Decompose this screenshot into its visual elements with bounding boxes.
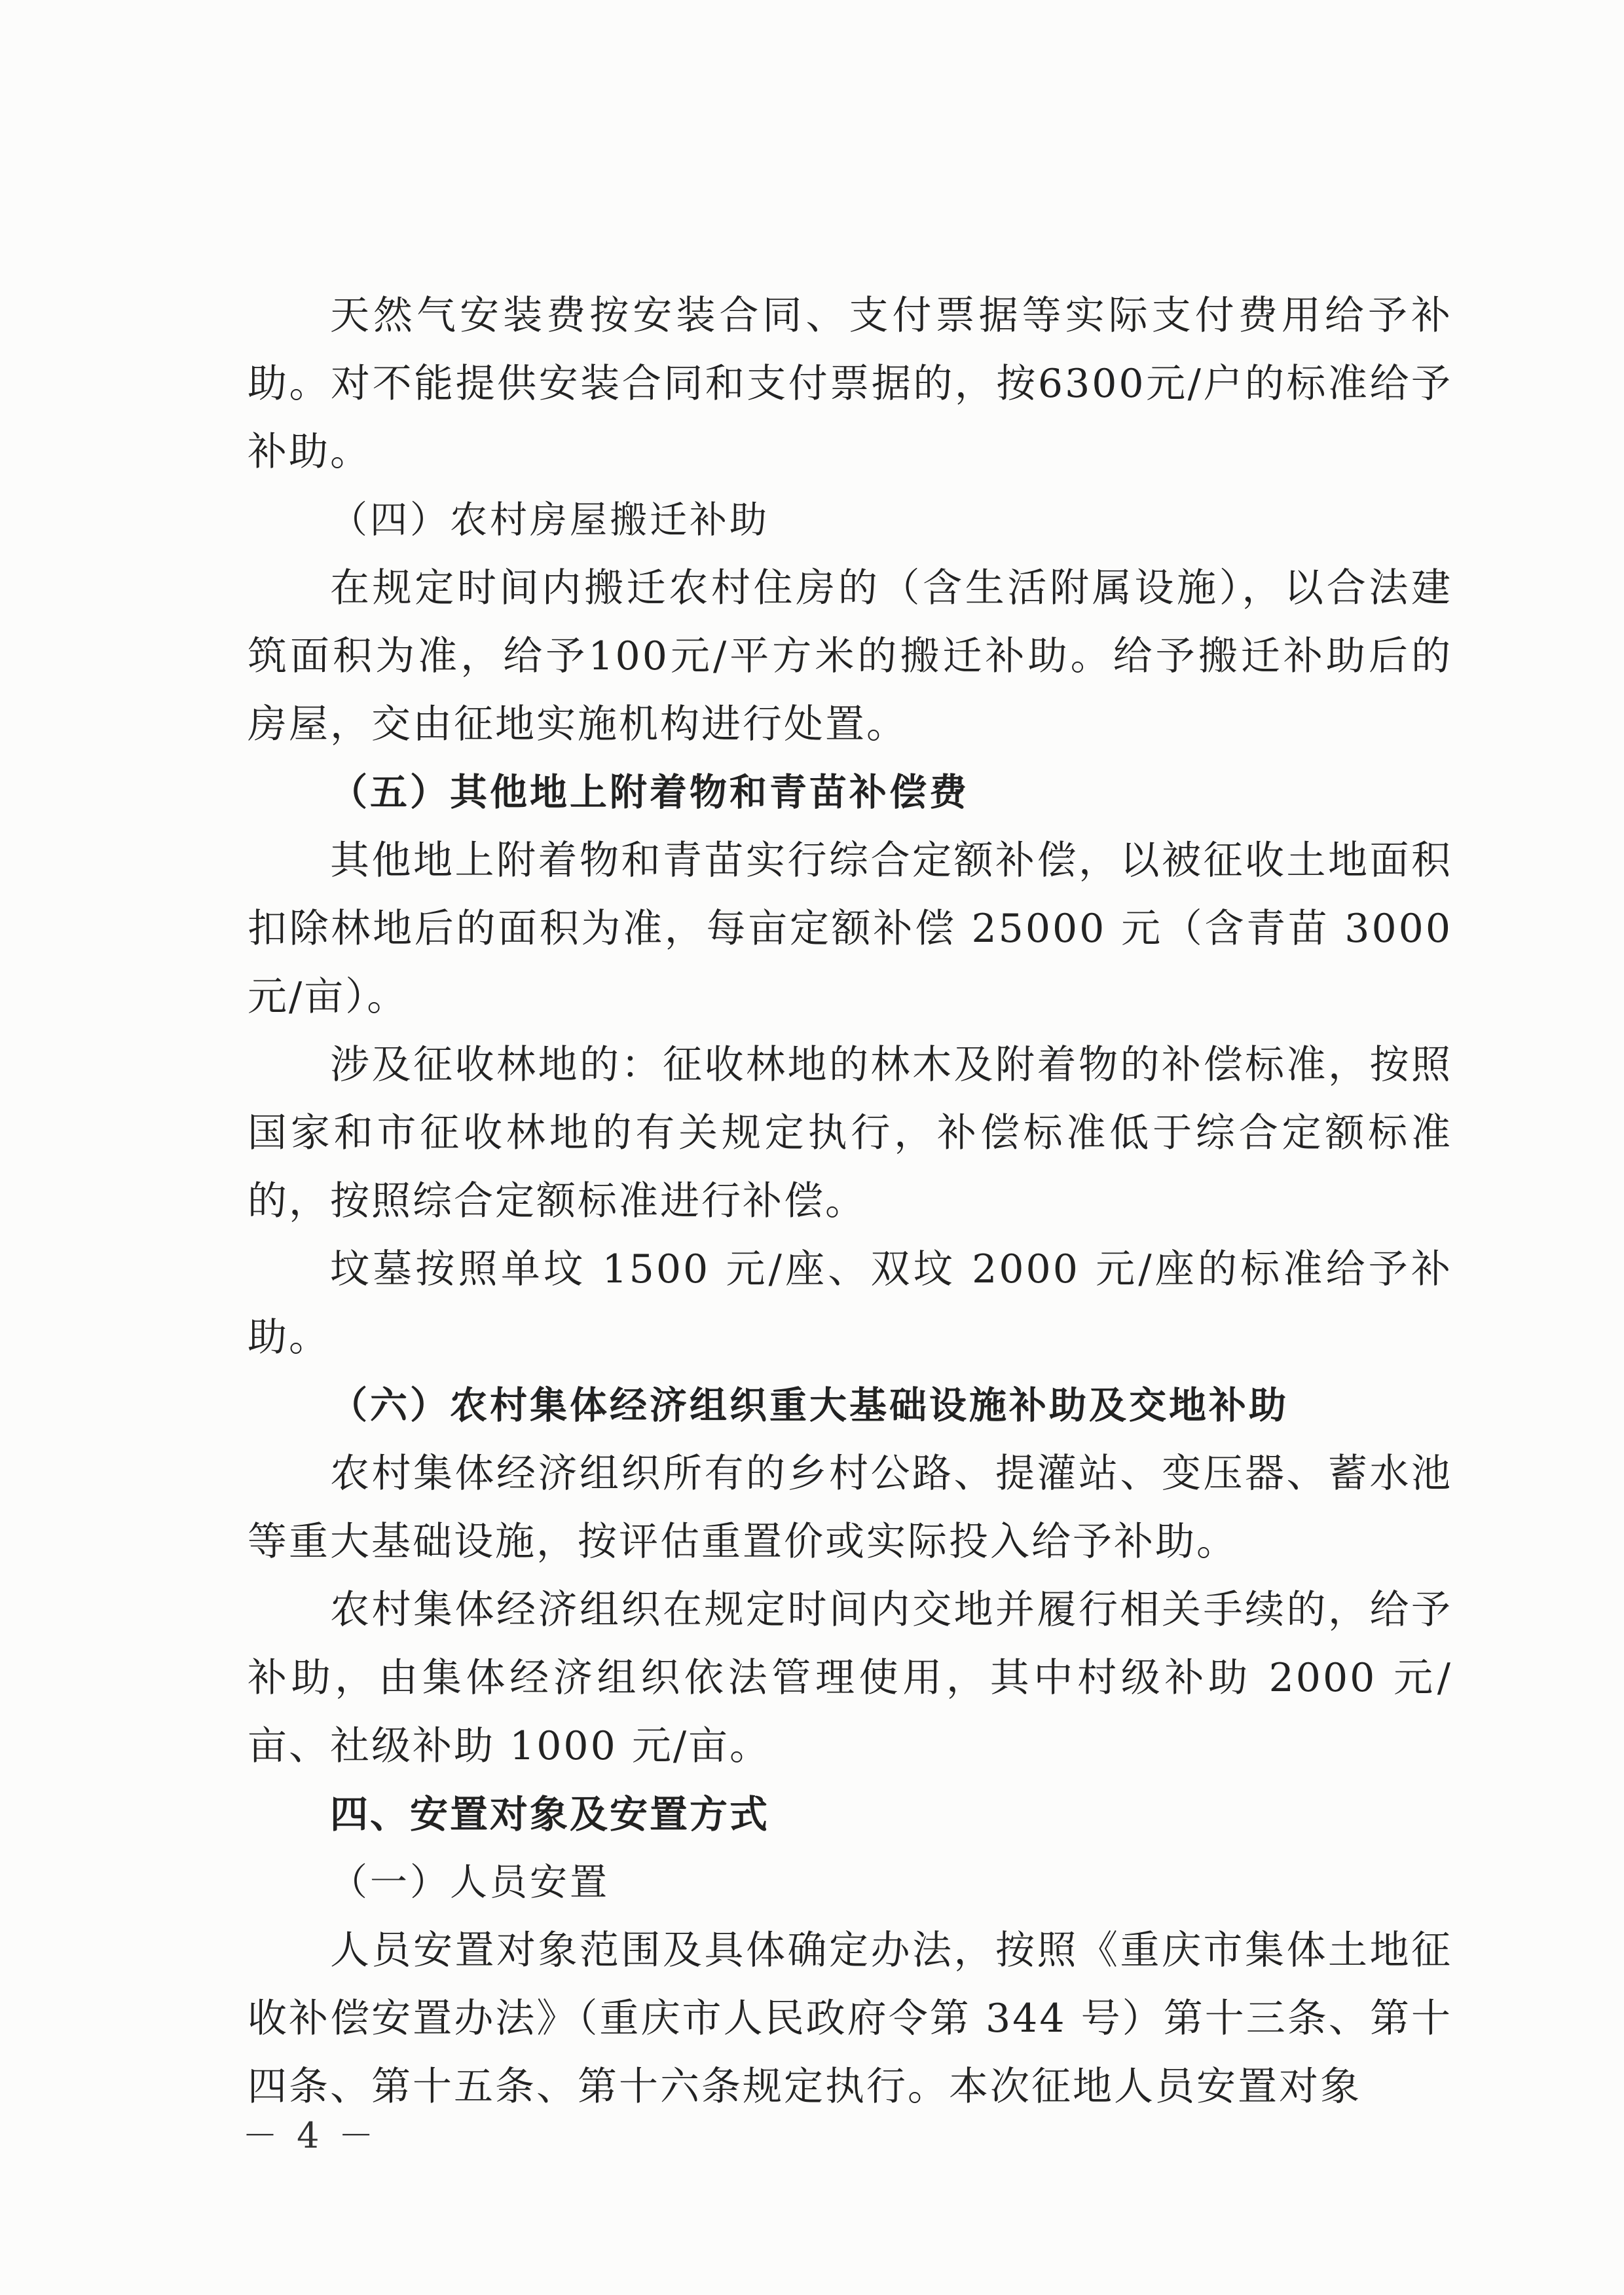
subheading-house-relocation: （四）农村房屋搬迁补助 [330,498,769,542]
paragraph-gas-installation: 天然气安装费按安装合同、支付票据等实际支付费用给予补助。对不能提供安装合同和支付票据的，按6300元/户的标准给予补助。 [248,293,1452,475]
paragraph-personnel-resettlement: 人员安置对象范围及具体确定办法，按照《重庆市集体土地征收补偿安置办法》（重庆市人民政府令第 344 号）第十三条、第十四条、第十五条、第十六条规定执行。本次征地人员安置对象 [248,1928,1452,2110]
subheading-personnel-resettlement: （一）人员安置 [330,1861,610,1904]
document-body [248,282,1452,2121]
paragraph-graves: 坟墓按照单坟 1500 元/座、双坟 2000 元/座的标准给予补助。 [248,1246,1452,1360]
paragraph-infrastructure: 农村集体经济组织所有的乡村公路、提灌站、变压器、蓄水池等重大基础设施，按评估重置价或实际投入给予补助。 [248,1451,1452,1565]
page-number: － 4 － [242,2115,378,2156]
paragraph-forest-land: 涉及征收林地的：征收林地的林木及附着物的补偿标准，按照国家和市征收林地的有关规定执行，补偿标准低于综合定额标准的，按照综合定额标准进行补偿。 [248,1042,1452,1224]
subheading-attachments-compensation: （五）其他地上附着物和青苗补偿费 [330,771,969,814]
paragraph-land-handover: 农村集体经济组织在规定时间内交地并履行相关手续的，给予补助，由集体经济组织依法管理使用，其中村级补助 2000 元/亩、社级补助 1000 元/亩。 [248,1587,1452,1769]
section-heading-resettlement: 四、安置对象及安置方式 [330,1792,770,1837]
subheading-infrastructure-subsidy: （六）农村集体经济组织重大基础设施补助及交地补助 [330,1384,1289,1427]
paragraph-house-relocation: 在规定时间内搬迁农村住房的（含生活附属设施），以合法建筑面积为准，给予100元/平方米的搬迁补助。给予搬迁补助后的房屋，交由征地实施机构进行处置。 [248,565,1452,747]
paragraph-attachments-compensation: 其他地上附着物和青苗实行综合定额补偿，以被征收土地面积扣除林地后的面积为准，每亩定额补偿 25000 元（含青苗 3000 元/亩）。 [248,838,1452,1020]
